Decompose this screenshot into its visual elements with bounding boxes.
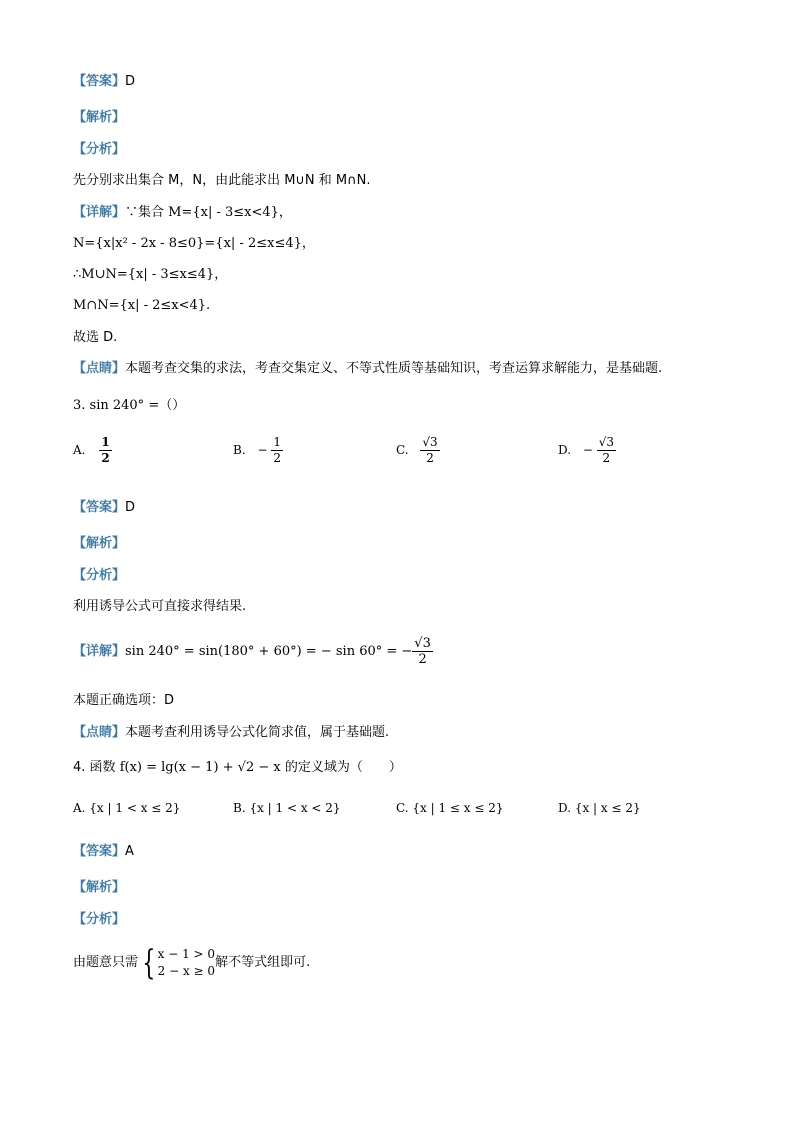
fenxi-prefix: 由题意只需: [73, 955, 139, 970]
q3-analysis-label: 【解析】: [73, 536, 126, 551]
q2-answer-line: [73, 73, 135, 91]
stem-formula: f(x) = lg(x − 1) + √2 − x: [119, 760, 281, 775]
q2-fenxi-label: 【分析】: [73, 142, 126, 157]
q4-option-c: C. {x | 1 ≤ x ≤ 2}: [396, 801, 504, 815]
q2-choose: 故选 D.: [73, 330, 118, 345]
denominator: 2: [426, 451, 434, 465]
answer-label: 【答案】: [73, 500, 126, 515]
q3-stem: 3. sin 240° =（）: [73, 398, 186, 413]
minus-sign: −: [257, 443, 268, 457]
system-row-1: x − 1 > 0: [157, 947, 216, 961]
fenxi-suffix: 解不等式组即可.: [215, 955, 311, 970]
q3-answer-line: [73, 499, 135, 517]
comment-label: 【点睛】: [73, 725, 126, 740]
fraction: [99, 435, 111, 466]
q4-stem: [73, 759, 402, 777]
q2-detail-line2: N={x|x² - 2x - 8≤0}={x| - 2≤x≤4}，: [73, 236, 315, 251]
q3-fenxi-text: 利用诱导公式可直接求得结果.: [73, 599, 247, 614]
denominator: 2: [418, 652, 427, 667]
q2-detail-line1: [73, 204, 292, 222]
q3-option-a: [73, 435, 112, 466]
left-brace-icon: {: [142, 943, 156, 983]
q2-detail-line3: ∴M∪N={x| - 3≤x≤4}，: [73, 267, 228, 282]
answer-value: D: [125, 500, 136, 515]
denominator: 2: [602, 451, 611, 465]
q2-fenxi-text: 先分别求出集合 M，N，由此能求出 M∪N 和 M∩N.: [73, 173, 371, 188]
q2-detail-line4: M∩N={x| - 2≤x<4}.: [73, 298, 211, 313]
q3-correct: 本题正确选项：D: [73, 693, 175, 708]
denominator: 2: [273, 451, 281, 465]
option-label: A.: [73, 443, 86, 457]
q3-detail-line: [73, 634, 433, 670]
answer-label: 【答案】: [73, 74, 126, 89]
numerator: √3: [598, 435, 615, 449]
q3-comment-line: [73, 724, 389, 742]
q4-answer-line: [73, 843, 134, 861]
fraction: [412, 636, 433, 667]
q4-option-b: B. {x | 1 < x < 2}: [233, 801, 341, 815]
denominator: 2: [101, 451, 110, 465]
q3-option-c: [396, 435, 440, 466]
system-row-2: 2 − x ≥ 0: [157, 964, 216, 978]
q4-option-a: A. {x | 1 < x ≤ 2}: [73, 801, 181, 815]
q2-comment-line: [73, 360, 662, 378]
q3-option-d: [558, 435, 616, 466]
detail-expression: sin 240° = sin(180° + 60°) = − sin 60° = −: [125, 644, 413, 659]
q4-analysis-label: 【解析】: [73, 880, 126, 895]
numerator: √3: [422, 435, 438, 449]
answer-value: D: [125, 74, 136, 89]
numerator: √3: [414, 636, 431, 651]
comment-text: 本题考查利用诱导公式化简求值，属于基础题.: [125, 725, 390, 740]
fraction: [597, 435, 616, 466]
inequality-system: [138, 943, 216, 983]
q3-option-b: [233, 435, 283, 466]
comment-text: 本题考查交集的求法，考查交集定义、不等式性质等基础知识，考查运算求解能力，是基础题.: [125, 361, 663, 376]
stem-prefix: 4. 函数: [73, 760, 116, 775]
numerator: 1: [101, 435, 110, 449]
option-label: C.: [396, 443, 409, 457]
q3-fenxi-label: 【分析】: [73, 568, 126, 583]
comment-label: 【点睛】: [73, 361, 126, 376]
detail-label: 【详解】: [73, 205, 126, 220]
q4-option-d: D. {x | x ≤ 2}: [558, 801, 641, 815]
detail-text: ∵集合 M={x| - 3≤x<4}，: [125, 205, 292, 220]
q4-fenxi-line: [73, 943, 310, 983]
stem-suffix: 的定义域为（ ）: [284, 760, 402, 775]
option-label: D.: [558, 443, 572, 457]
numerator: 1: [273, 435, 281, 449]
minus-sign: −: [582, 443, 593, 457]
fraction: [420, 435, 439, 466]
option-label: B.: [233, 443, 246, 457]
q4-fenxi-label: 【分析】: [73, 912, 126, 927]
answer-value: A: [125, 844, 134, 859]
q2-analysis-label: 【解析】: [73, 110, 126, 125]
answer-label: 【答案】: [73, 844, 126, 859]
detail-label: 【详解】: [73, 644, 126, 659]
fraction: [271, 435, 283, 466]
